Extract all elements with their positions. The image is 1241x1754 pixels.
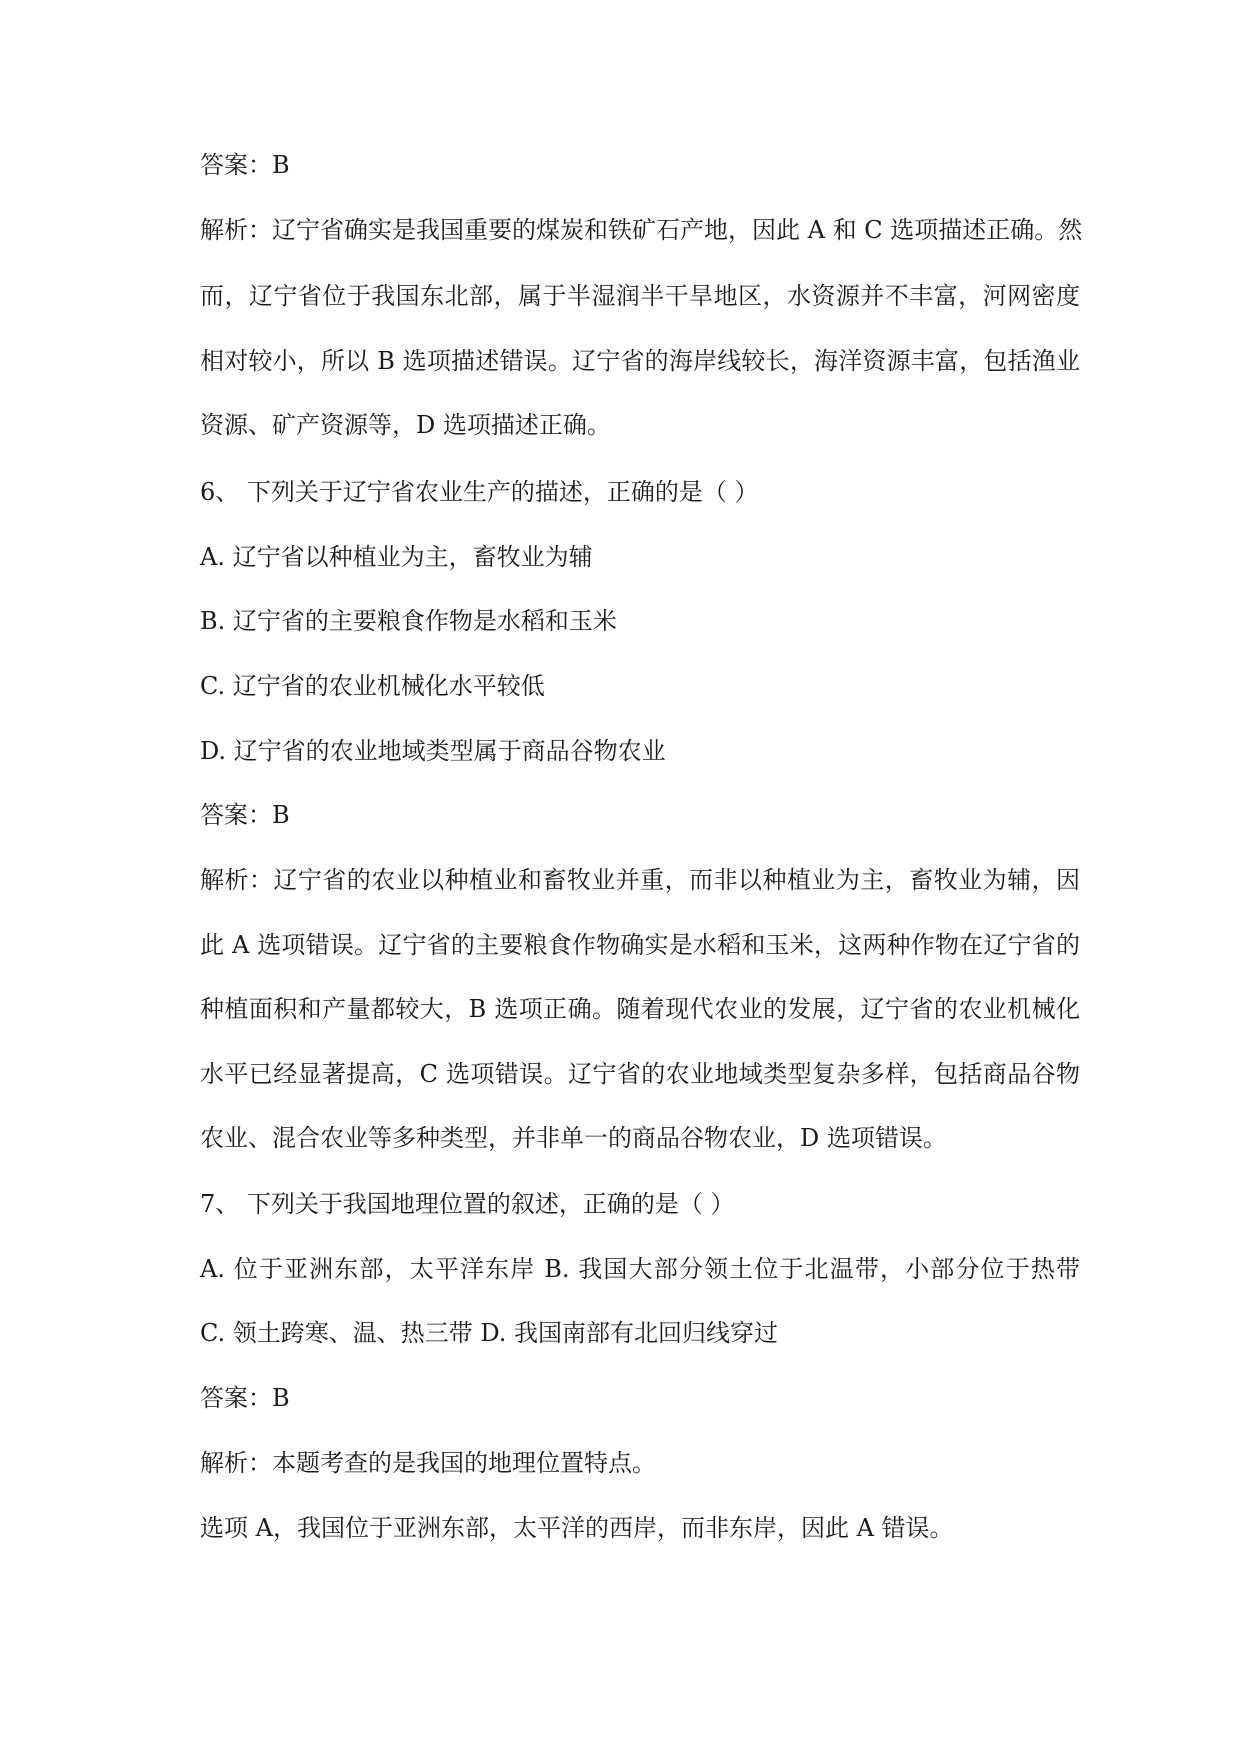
q7-stem: 7、 下列关于我国地理位置的叙述，正确的是（ ） <box>200 1190 735 1218</box>
q7-options-line: A. 位于亚洲东部，太平洋东岸 B. 我国大部分领土位于北温带，小部分位于热带 <box>200 1255 1080 1283</box>
q6-option-a: A. 辽宁省以种植业为主，畜牧业为辅 <box>200 543 593 571</box>
q5-explanation-line: 资源、矿产资源等，D 选项描述正确。 <box>200 411 611 439</box>
q5-answer: 答案：B <box>200 151 290 179</box>
q6-option-b: B. 辽宁省的主要粮食作物是水稻和玉米 <box>200 607 617 635</box>
q6-option-d: D. 辽宁省的农业地域类型属于商品谷物农业 <box>200 737 666 765</box>
q6-explanation-line: 解析：辽宁省的农业以种植业和畜牧业并重，而非以种植业为主，畜牧业为辅，因 <box>200 866 1080 894</box>
q6-option-c: C. 辽宁省的农业机械化水平较低 <box>200 672 545 700</box>
q5-explanation-line: 解析：辽宁省确实是我国重要的煤炭和铁矿石产地，因此 A 和 C 选项描述正确。然 <box>200 216 1083 244</box>
q6-answer: 答案：B <box>200 801 290 829</box>
q5-explanation-line: 而，辽宁省位于我国东北部，属于半湿润半干旱地区，水资源并不丰富，河网密度 <box>200 282 1080 310</box>
q7-explanation-line: 选项 A，我国位于亚洲东部，太平洋的西岸，而非东岸，因此 A 错误。 <box>200 1514 954 1542</box>
q7-answer: 答案：B <box>200 1384 290 1412</box>
q6-explanation-line: 水平已经显著提高，C 选项错误。辽宁省的农业地域类型复杂多样，包括商品谷物 <box>200 1060 1080 1088</box>
q5-explanation-line: 相对较小，所以 B 选项描述错误。辽宁省的海岸线较长，海洋资源丰富，包括渔业 <box>200 347 1080 375</box>
q7-options-line: C. 领土跨寒、温、热三带 D. 我国南部有北回归线穿过 <box>200 1319 779 1347</box>
q6-explanation-line: 此 A 选项错误。辽宁省的主要粮食作物确实是水稻和玉米，这两种作物在辽宁省的 <box>200 931 1080 959</box>
q6-explanation-line: 农业、混合农业等多种类型，并非单一的商品谷物农业，D 选项错误。 <box>200 1124 947 1152</box>
q6-explanation-line: 种植面积和产量都较大，B 选项正确。随着现代农业的发展，辽宁省的农业机械化 <box>200 995 1080 1023</box>
q6-stem: 6、 下列关于辽宁省农业生产的描述，正确的是（ ） <box>200 478 759 506</box>
q7-explanation-line: 解析：本题考查的是我国的地理位置特点。 <box>200 1449 656 1477</box>
